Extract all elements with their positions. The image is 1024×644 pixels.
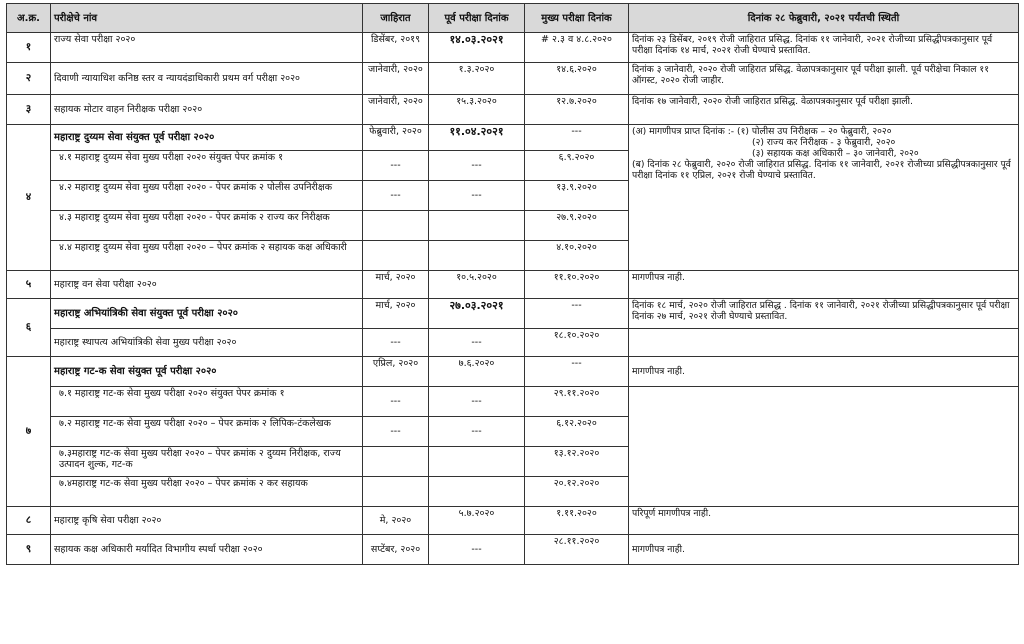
exam-name-cell: ४.२ महाराष्ट्र दुय्यम सेवा मुख्य परीक्षा २०२० - पेपर क्रमांक २ पोलीस उपनिरीक्षक bbox=[51, 181, 363, 211]
advertisement-cell bbox=[363, 211, 429, 241]
exam-name-cell: ७.१ महाराष्ट्र गट-क सेवा मुख्य परीक्षा २०२० संयुक्त पेपर क्रमांक १ bbox=[51, 387, 363, 417]
advertisement-cell: मार्च, २०२० bbox=[363, 299, 429, 329]
table-row bbox=[7, 387, 1019, 417]
advertisement-cell: --- bbox=[363, 329, 429, 357]
main-date-cell: १४.६.२०२० bbox=[525, 63, 629, 95]
exam-name-cell: ७.४महाराष्ट्र गट-क सेवा मुख्य परीक्षा २०२० – पेपर क्रमांक २ कर सहायक bbox=[51, 477, 363, 507]
prelim-date-cell: --- bbox=[429, 181, 525, 211]
advertisement-cell bbox=[363, 447, 429, 477]
table-row bbox=[7, 535, 1019, 565]
serial-cell: २ bbox=[7, 63, 51, 95]
main-date-cell: --- bbox=[525, 299, 629, 329]
prelim-date-cell: ७.६.२०२० bbox=[429, 357, 525, 387]
table-row bbox=[7, 357, 1019, 387]
advertisement-cell: जानेवारी, २०२० bbox=[363, 63, 429, 95]
prelim-date-cell: --- bbox=[429, 535, 525, 565]
prelim-date-cell: --- bbox=[429, 329, 525, 357]
serial-cell: ६ bbox=[7, 299, 51, 357]
main-date-cell: २०.१२.२०२० bbox=[525, 477, 629, 507]
serial-cell: १ bbox=[7, 33, 51, 63]
header-prelim-date: पूर्व परीक्षा दिनांक bbox=[429, 4, 525, 33]
advertisement-cell: मार्च, २०२० bbox=[363, 271, 429, 299]
advertisement-cell bbox=[363, 241, 429, 271]
table-row bbox=[7, 507, 1019, 535]
serial-cell: ४ bbox=[7, 125, 51, 271]
main-date-cell: ६.९.२०२० bbox=[525, 151, 629, 181]
main-date-cell: १८.१०.२०२० bbox=[525, 329, 629, 357]
serial-cell: ३ bbox=[7, 95, 51, 125]
header-row bbox=[7, 4, 1019, 33]
header-exam-name: परीक्षेचे नांव bbox=[51, 4, 363, 33]
status-cell: मागणीपत्र नाही. bbox=[629, 271, 1019, 299]
main-date-cell: --- bbox=[525, 357, 629, 387]
serial-cell: ८ bbox=[7, 507, 51, 535]
serial-cell: ५ bbox=[7, 271, 51, 299]
prelim-date-cell bbox=[429, 477, 525, 507]
serial-cell: ७ bbox=[7, 357, 51, 507]
prelim-date-cell: १०.५.२०२० bbox=[429, 271, 525, 299]
status-cell: परिपूर्ण मागणीपत्र नाही. bbox=[629, 507, 1019, 535]
table-row bbox=[7, 329, 1019, 357]
table-row bbox=[7, 271, 1019, 299]
table-row bbox=[7, 299, 1019, 329]
status-cell: मागणीपत्र नाही. bbox=[629, 357, 1019, 387]
header-serial: अ.क्र. bbox=[7, 4, 51, 33]
exam-schedule-table bbox=[6, 3, 1019, 565]
prelim-date-cell: १५.३.२०२० bbox=[429, 95, 525, 125]
status-cell: दिनांक १७ जानेवारी, २०२० रोजी जाहिरात प्रसिद्ध. वेळापत्रकानुसार पूर्व परीक्षा झाली. bbox=[629, 95, 1019, 125]
main-date-cell: ११.१०.२०२० bbox=[525, 271, 629, 299]
exam-name-cell: राज्य सेवा परीक्षा २०२० bbox=[51, 33, 363, 63]
table-row bbox=[7, 95, 1019, 125]
prelim-date-cell: ५.७.२०२० bbox=[429, 507, 525, 535]
main-date-cell: २९.११.२०२० bbox=[525, 387, 629, 417]
main-date-cell: ४.१०.२०२० bbox=[525, 241, 629, 271]
main-date-cell: १२.७.२०२० bbox=[525, 95, 629, 125]
advertisement-cell: --- bbox=[363, 181, 429, 211]
exam-name-cell: ७.३महाराष्ट्र गट-क सेवा मुख्य परीक्षा २०२० – पेपर क्रमांक २ दुय्यम निरीक्षक, राज्य उत्पादन शुल्क, गट-क bbox=[51, 447, 363, 477]
advertisement-cell: डिसेंबर, २०१९ bbox=[363, 33, 429, 63]
exam-name-cell: महाराष्ट्र वन सेवा परीक्षा २०२० bbox=[51, 271, 363, 299]
advertisement-cell: मे, २०२० bbox=[363, 507, 429, 535]
main-date-cell: # २.३ व ४.८.२०२० bbox=[525, 33, 629, 63]
prelim-date-cell bbox=[429, 211, 525, 241]
exam-name-cell: ७.२ महाराष्ट्र गट-क सेवा मुख्य परीक्षा २०२० – पेपर क्रमांक २ लिपिक-टंकलेखक bbox=[51, 417, 363, 447]
status-demand-line: (२) राज्य कर निरीक्षक - ३ फेब्रुवारी, २०२० bbox=[752, 137, 896, 148]
status-cell: दिनांक २३ डिसेंबर, २०१९ रोजी जाहिरात प्रसिद्ध. दिनांक ११ जानेवारी, २०२१ रोजीच्या प्रसिद्धीपत्रकानुसार पूर्व परीक्षा दिनांक १४ मार्च, २०२१ रोजी घेण्याचे प्रस्तावित. bbox=[629, 33, 1019, 63]
status-cell: दिनांक ३ जानेवारी, २०२० रोजी जाहिरात प्रसिद्ध. वेळापत्रकानुसार पूर्व परीक्षा झाली. पूर्व परीक्षेचा निकाल ११ ऑगस्ट, २०२० रोजी जाहीर. bbox=[629, 63, 1019, 95]
advertisement-cell: फेब्रुवारी, २०२० bbox=[363, 125, 429, 151]
main-date-cell: २८.११.२०२० bbox=[525, 535, 629, 565]
prelim-date-cell: १.३.२०२० bbox=[429, 63, 525, 95]
prelim-date-cell bbox=[429, 447, 525, 477]
main-date-cell: --- bbox=[525, 125, 629, 151]
advertisement-cell: --- bbox=[363, 151, 429, 181]
prelim-date-cell: --- bbox=[429, 151, 525, 181]
header-status: दिनांक २८ फेब्रुवारी, २०२१ पर्यंतची स्थिती bbox=[629, 4, 1019, 33]
exam-name-cell: महाराष्ट्र कृषि सेवा परीक्षा २०२० bbox=[51, 507, 363, 535]
prelim-date-cell bbox=[429, 241, 525, 271]
status-cell bbox=[629, 125, 1019, 271]
prelim-date-cell: --- bbox=[429, 387, 525, 417]
status-advertisement-line: (ब) दिनांक २८ फेब्रुवारी, २०२० रोजी जाहिरात प्रसिद्ध. दिनांक ११ जानेवारी, २०२१ रोजीच्या प्रसिद्धीपत्रकानुसार पूर्व परीक्षा दिनांक ११ एप्रिल, २०२१ रोजी घेण्याचे प्रस्तावित. bbox=[632, 159, 1011, 181]
prelim-date-cell: २७.०३.२०२१ bbox=[429, 299, 525, 329]
exam-name-cell: महाराष्ट्र स्थापत्य अभियांत्रिकी सेवा मुख्य परीक्षा २०२० bbox=[51, 329, 363, 357]
header-advertisement: जाहिरात bbox=[363, 4, 429, 33]
status-demand-line: (३) सहायक कक्ष अधिकारी – ३० जानेवारी, २०२० bbox=[752, 148, 919, 159]
exam-name-cell: ४.४ महाराष्ट्र दुय्यम सेवा मुख्य परीक्षा २०२० – पेपर क्रमांक २ सहायक कक्ष अधिकारी bbox=[51, 241, 363, 271]
main-date-cell: १३.१२.२०२० bbox=[525, 447, 629, 477]
main-date-cell: १३.९.२०२० bbox=[525, 181, 629, 211]
status-cell: मागणीपत्र नाही. bbox=[629, 535, 1019, 565]
main-date-cell: २७.९.२०२० bbox=[525, 211, 629, 241]
status-demand-line: (अ) मागणीपत्र प्राप्त दिनांक :- (१) पोलीस उप निरीक्षक – २० फेब्रुवारी, २०२० bbox=[632, 126, 892, 137]
serial-cell: ९ bbox=[7, 535, 51, 565]
status-cell: दिनांक १८ मार्च, २०२० रोजी जाहिरात प्रसिद्ध . दिनांक ११ जानेवारी, २०२१ रोजीच्या प्रसिद्धीपत्रकानुसार पूर्व परीक्षा दिनांक २७ मार्च, २०२१ रोजी घेण्याचे प्रस्तावित. bbox=[629, 299, 1019, 329]
exam-schedule-document bbox=[6, 3, 1018, 640]
exam-name-cell: सहायक मोटार वाहन निरीक्षक परीक्षा २०२० bbox=[51, 95, 363, 125]
status-cell-empty bbox=[629, 329, 1019, 357]
table-row bbox=[7, 63, 1019, 95]
exam-name-cell: महाराष्ट्र गट-क सेवा संयुक्त पूर्व परीक्षा २०२० bbox=[51, 357, 363, 387]
main-date-cell: ६.१२.२०२० bbox=[525, 417, 629, 447]
exam-name-cell: दिवाणी न्यायाधिश कनिष्ठ स्तर व न्यायदंडाधिकारी प्रथम वर्ग परीक्षा २०२० bbox=[51, 63, 363, 95]
main-date-cell: १.११.२०२० bbox=[525, 507, 629, 535]
prelim-date-cell: ११.०४.२०२१ bbox=[429, 125, 525, 151]
advertisement-cell: सप्टेंबर, २०२० bbox=[363, 535, 429, 565]
prelim-date-cell: १४.०३.२०२१ bbox=[429, 33, 525, 63]
exam-name-cell: ४.१ महाराष्ट्र दुय्यम सेवा मुख्य परीक्षा २०२० संयुक्त पेपर क्रमांक १ bbox=[51, 151, 363, 181]
prelim-date-cell: --- bbox=[429, 417, 525, 447]
advertisement-cell: जानेवारी, २०२० bbox=[363, 95, 429, 125]
header-main-date: मुख्य परीक्षा दिनांक bbox=[525, 4, 629, 33]
advertisement-cell: --- bbox=[363, 387, 429, 417]
exam-name-cell: सहायक कक्ष अधिकारी मर्यादित विभागीय स्पर्धा परीक्षा २०२० bbox=[51, 535, 363, 565]
advertisement-cell: --- bbox=[363, 417, 429, 447]
advertisement-cell bbox=[363, 477, 429, 507]
exam-name-cell: महाराष्ट्र अभियांत्रिकी सेवा संयुक्त पूर्व परीक्षा २०२० bbox=[51, 299, 363, 329]
table-row bbox=[7, 33, 1019, 63]
exam-name-cell: महाराष्ट्र दुय्यम सेवा संयुक्त पूर्व परीक्षा २०२० bbox=[51, 125, 363, 151]
table-row bbox=[7, 125, 1019, 151]
status-cell-empty bbox=[629, 387, 1019, 507]
exam-name-cell: ४.३ महाराष्ट्र दुय्यम सेवा मुख्य परीक्षा २०२० - पेपर क्रमांक २ राज्य कर निरीक्षक bbox=[51, 211, 363, 241]
advertisement-cell: एप्रिल, २०२० bbox=[363, 357, 429, 387]
